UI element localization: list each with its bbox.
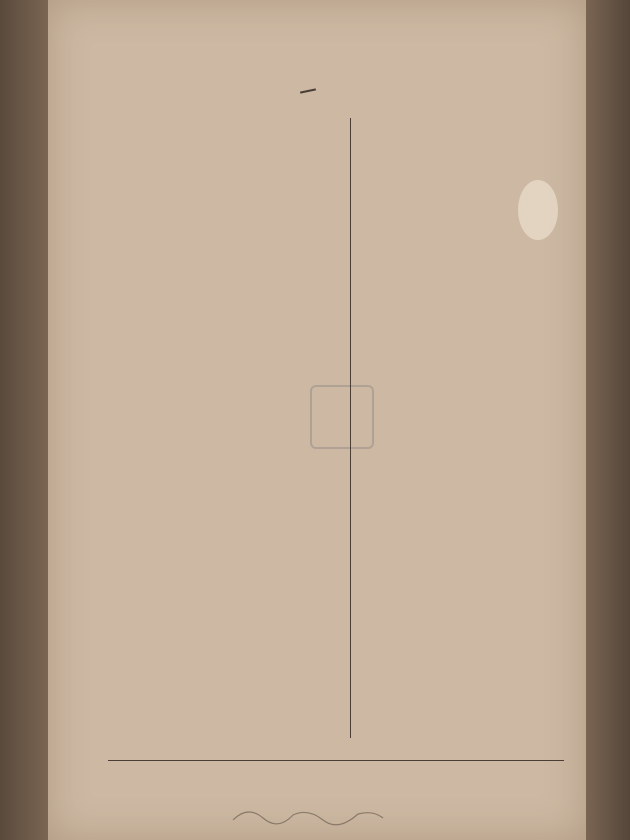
book-page: [48, 0, 586, 840]
book-left-edge: [0, 0, 48, 840]
footer-rule: [108, 760, 564, 761]
book-right-edge: [586, 0, 630, 840]
handwritten-scribble: [228, 800, 388, 830]
right-column: [350, 118, 571, 738]
title-dash: [300, 88, 316, 93]
